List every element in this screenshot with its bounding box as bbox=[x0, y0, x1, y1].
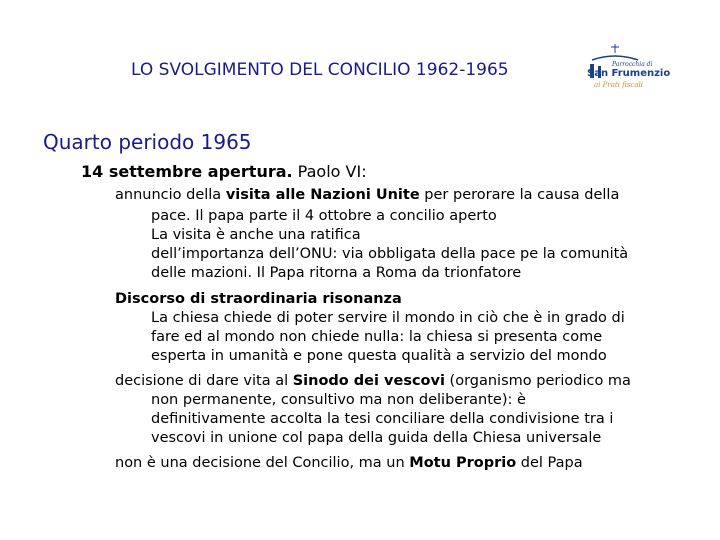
body-emphasis: Discorso di straordinaria risonanza bbox=[115, 291, 402, 307]
body-text-run: esperta in umanità e pone questa qualità a servizio del mondo bbox=[151, 348, 607, 364]
body-line bbox=[115, 454, 583, 472]
logo-line-2: San Frumenzio bbox=[587, 68, 671, 79]
subheading-rest: Paolo VI: bbox=[292, 162, 367, 181]
body-text-run: non è una decisione del Concilio, ma un bbox=[115, 455, 410, 471]
body-line bbox=[151, 264, 521, 282]
body-line bbox=[151, 328, 602, 346]
logo-line-1: Parrocchia di bbox=[612, 61, 653, 68]
slide-title: LO SVOLGIMENTO DEL CONCILIO 1962-1965 bbox=[131, 60, 509, 80]
body-line bbox=[151, 245, 628, 263]
body-emphasis: Sinodo dei vescovi bbox=[292, 373, 445, 389]
body-line bbox=[115, 290, 402, 308]
body-line bbox=[151, 309, 625, 327]
body-text-run: delle mazioni. Il Papa ritorna a Roma da trionfatore bbox=[151, 265, 522, 281]
body-line bbox=[151, 347, 607, 365]
body-line bbox=[151, 207, 497, 225]
body-text-run: definitivamente accolta la tesi conciliare della condivisione tra i bbox=[151, 411, 614, 427]
body-line bbox=[151, 226, 361, 244]
body-line bbox=[115, 186, 619, 204]
body-emphasis: Motu Proprio bbox=[409, 455, 517, 471]
body-text-run: non permanente, consultivo ma non deliberante): è bbox=[151, 392, 526, 408]
section-heading: Quarto periodo 1965 bbox=[43, 130, 252, 154]
body-line bbox=[151, 429, 601, 447]
body-text-run: del Papa bbox=[516, 455, 583, 471]
body-line bbox=[151, 410, 613, 428]
subheading-date: 14 settembre apertura. bbox=[81, 162, 293, 181]
body-text-run: fare ed al mondo non chiede nulla: la chiesa si presenta come bbox=[151, 329, 603, 345]
logo-line-3: ai Prati fiscali bbox=[594, 81, 643, 89]
body-emphasis: visita alle Nazioni Unite bbox=[225, 187, 420, 203]
body-text-run: La chiesa chiede di poter servire il mondo in ciò che è in grado di bbox=[151, 310, 625, 326]
body-text-run: dell’importanza dell’ONU: via obbligata della pace pe la comunità bbox=[151, 246, 629, 262]
body-line bbox=[115, 372, 631, 390]
body-text-run: (organismo periodico ma bbox=[444, 373, 631, 389]
body-text-run: pace. Il papa parte il 4 ottobre a concilio aperto bbox=[151, 208, 497, 224]
section-subheading bbox=[81, 162, 367, 181]
parish-logo bbox=[578, 42, 671, 92]
body-line bbox=[151, 391, 526, 409]
body-text-run: La visita è anche una ratifica bbox=[151, 227, 361, 243]
body-text-run: per perorare la causa della bbox=[419, 187, 620, 203]
body-text-run: decisione di dare vita al bbox=[115, 373, 293, 389]
body-text-run: annuncio della bbox=[115, 187, 226, 203]
body-text-run: vescovi in unione col papa della guida della Chiesa universale bbox=[151, 430, 602, 446]
